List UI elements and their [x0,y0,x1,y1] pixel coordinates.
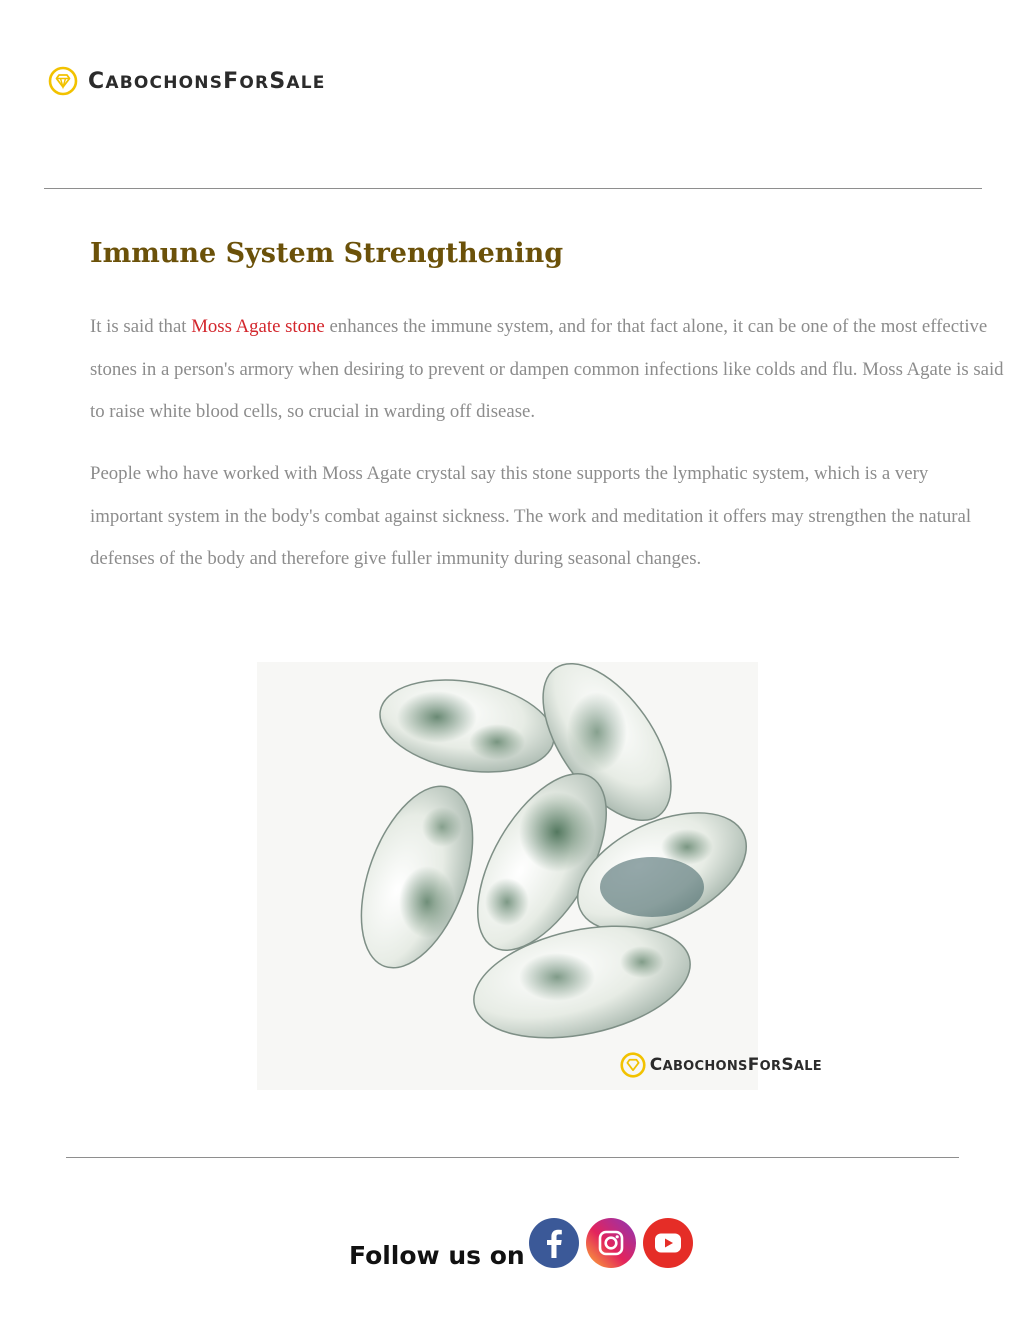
cabochon-stone [339,771,494,982]
logo-wordmark: CABOCHONSFORSALE [88,68,326,94]
instagram-icon[interactable] [586,1218,636,1268]
top-divider [44,188,982,189]
facebook-icon[interactable] [529,1218,579,1268]
paragraph-2: People who have worked with Moss Agate crystal say this stone supports the lymphatic system, which is a very important system in the body's combat against sickness. The work and meditation it offers may strengthen the natural defenses of the body and therefore give fuller immunity during seasonal changes. [90,463,972,569]
diamond-logo-icon [620,1052,646,1078]
paragraph-1-text-start: It is said that [90,316,192,337]
cabochons-illustration [257,662,758,1090]
image-watermark [620,1052,822,1078]
diamond-logo-icon [48,66,78,96]
paragraph-1-text-end: enhances the immune system, and for that fact alone, it can be one of the most effective stones in a person's armory when desiring to prevent or dampen common infections like colds and flu. Moss Agate is said to raise white blood cells, so crucial in warding off disease. [90,316,1004,422]
section-heading: Immune System Strengthening [90,238,564,269]
follow-us-label: Follow us on [349,1241,525,1270]
bottom-divider [66,1157,959,1158]
paragraph-1 [90,306,1005,434]
cabochon-stone [373,667,562,784]
youtube-icon[interactable] [643,1218,693,1268]
site-logo[interactable] [48,66,326,96]
moss-agate-cabochons-image [257,662,822,1090]
watermark-wordmark: CABOCHONSFORSALE [649,1055,822,1075]
moss-agate-stone-link[interactable]: Moss Agate stone [191,316,325,337]
